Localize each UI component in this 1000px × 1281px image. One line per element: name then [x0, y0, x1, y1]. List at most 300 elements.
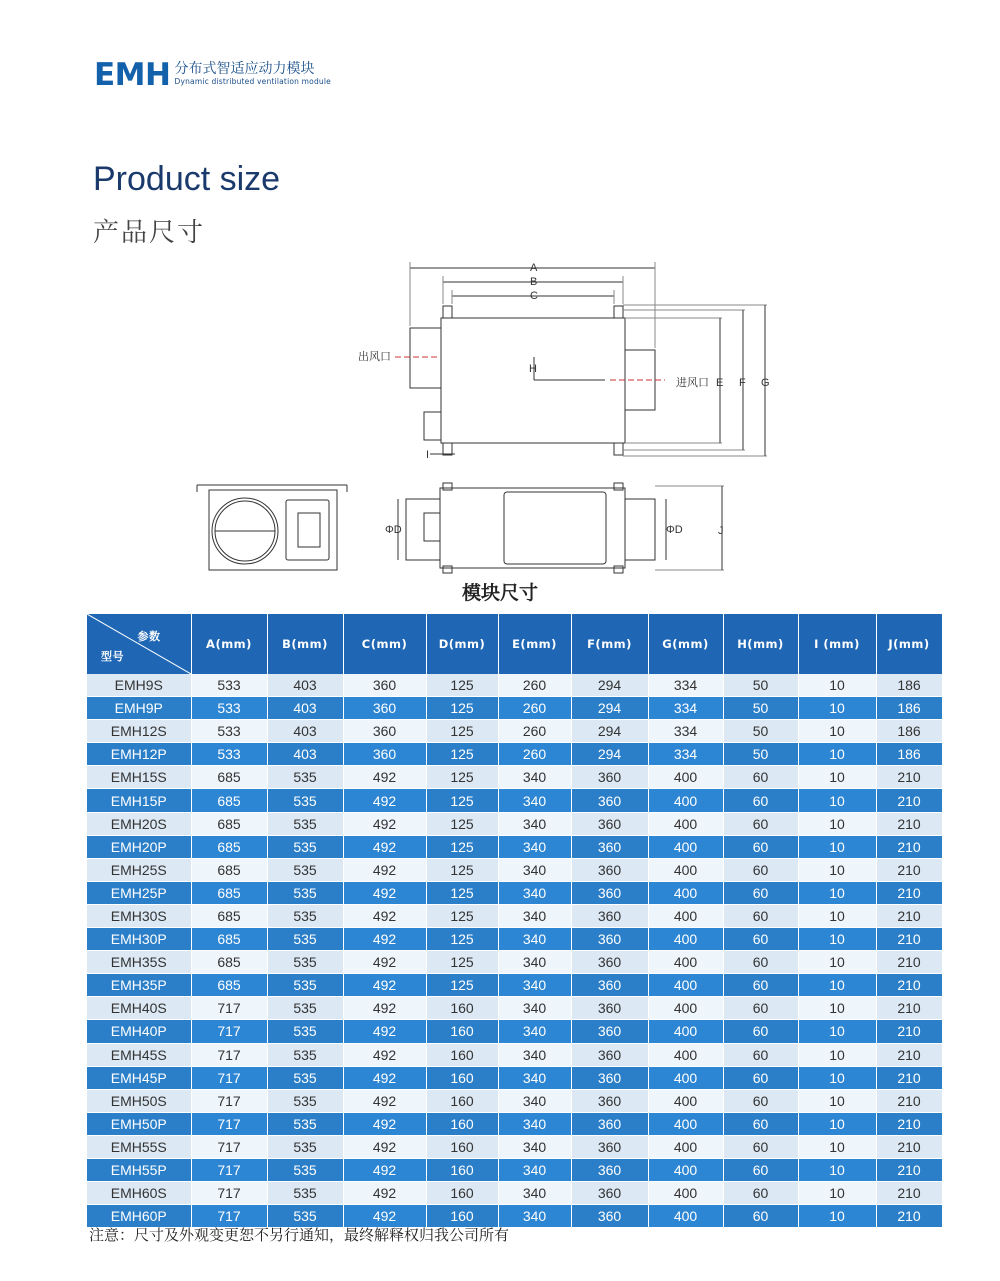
model-cell: EMH50P — [87, 1112, 191, 1135]
value-cell: 717 — [191, 1205, 267, 1228]
value-cell: 210 — [876, 858, 942, 881]
value-cell: 210 — [876, 881, 942, 904]
value-cell: 294 — [571, 743, 648, 766]
model-cell: EMH50S — [87, 1089, 191, 1112]
inlet-label: 进风口 — [676, 376, 709, 389]
value-cell: 10 — [798, 1020, 876, 1043]
value-cell: 340 — [498, 1158, 571, 1181]
value-cell: 492 — [343, 1205, 426, 1228]
table-row — [87, 674, 942, 697]
model-cell: EMH45P — [87, 1066, 191, 1089]
model-cell: EMH15S — [87, 766, 191, 789]
value-cell: 340 — [498, 1182, 571, 1205]
value-cell: 260 — [498, 720, 571, 743]
value-cell: 334 — [648, 720, 723, 743]
value-cell: 360 — [343, 674, 426, 697]
value-cell: 400 — [648, 997, 723, 1020]
value-cell: 125 — [426, 789, 498, 812]
value-cell: 535 — [267, 881, 343, 904]
value-cell: 10 — [798, 1158, 876, 1181]
value-cell: 685 — [191, 812, 267, 835]
dim-label-i: I — [426, 449, 430, 461]
value-cell: 340 — [498, 1112, 571, 1135]
value-cell: 360 — [571, 1089, 648, 1112]
value-cell: 186 — [876, 720, 942, 743]
table-row — [87, 1066, 942, 1089]
side-panel — [286, 500, 329, 560]
value-cell: 340 — [498, 1205, 571, 1228]
value-cell: 360 — [571, 904, 648, 927]
value-cell: 210 — [876, 1182, 942, 1205]
logo-mark: EMH — [94, 57, 171, 93]
value-cell: 685 — [191, 789, 267, 812]
value-cell: 210 — [876, 766, 942, 789]
value-cell: 492 — [343, 881, 426, 904]
value-cell: 400 — [648, 904, 723, 927]
brand-logo — [94, 58, 331, 92]
value-cell: 400 — [648, 1158, 723, 1181]
value-cell: 535 — [267, 951, 343, 974]
column-header: B(mm) — [267, 614, 343, 674]
corner-param-label: 参数 — [137, 630, 161, 643]
table-row — [87, 904, 942, 927]
column-header: H(mm) — [723, 614, 798, 674]
value-cell: 492 — [343, 951, 426, 974]
value-cell: 492 — [343, 1182, 426, 1205]
column-header: F(mm) — [571, 614, 648, 674]
value-cell: 10 — [798, 951, 876, 974]
column-header: I (mm) — [798, 614, 876, 674]
dim-label-d-right: ΦD — [666, 524, 683, 536]
value-cell: 492 — [343, 1066, 426, 1089]
value-cell: 294 — [571, 720, 648, 743]
value-cell: 492 — [343, 1112, 426, 1135]
value-cell: 400 — [648, 789, 723, 812]
value-cell: 160 — [426, 1112, 498, 1135]
value-cell: 340 — [498, 766, 571, 789]
value-cell: 60 — [723, 789, 798, 812]
value-cell: 340 — [498, 1066, 571, 1089]
value-cell: 60 — [723, 1089, 798, 1112]
value-cell: 50 — [723, 697, 798, 720]
value-cell: 403 — [267, 697, 343, 720]
value-cell: 400 — [648, 1043, 723, 1066]
table-row — [87, 1158, 942, 1181]
model-cell: EMH30S — [87, 904, 191, 927]
value-cell: 10 — [798, 835, 876, 858]
value-cell: 360 — [571, 1158, 648, 1181]
value-cell: 10 — [798, 974, 876, 997]
dim-label-e: E — [716, 377, 724, 389]
value-cell: 533 — [191, 743, 267, 766]
value-cell: 360 — [343, 697, 426, 720]
control-box — [424, 412, 441, 440]
value-cell: 10 — [798, 766, 876, 789]
table-row — [87, 743, 942, 766]
value-cell: 717 — [191, 1066, 267, 1089]
value-cell: 10 — [798, 1205, 876, 1228]
value-cell: 10 — [798, 674, 876, 697]
value-cell: 210 — [876, 835, 942, 858]
column-header: D(mm) — [426, 614, 498, 674]
value-cell: 10 — [798, 904, 876, 927]
value-cell: 160 — [426, 1089, 498, 1112]
table-row — [87, 858, 942, 881]
table-body — [87, 674, 942, 1228]
value-cell: 360 — [571, 766, 648, 789]
value-cell: 535 — [267, 928, 343, 951]
brand-name-cn: 分布式智适应动力模块 — [174, 61, 315, 77]
model-cell: EMH25S — [87, 858, 191, 881]
value-cell: 334 — [648, 743, 723, 766]
value-cell: 10 — [798, 720, 876, 743]
value-cell: 492 — [343, 766, 426, 789]
value-cell: 685 — [191, 881, 267, 904]
value-cell: 360 — [571, 928, 648, 951]
dim-label-j: J — [718, 525, 724, 537]
dim-label-c: C — [530, 290, 538, 302]
value-cell: 340 — [498, 928, 571, 951]
value-cell: 186 — [876, 743, 942, 766]
value-cell: 210 — [876, 1158, 942, 1181]
value-cell: 535 — [267, 1089, 343, 1112]
drawing-caption: 模块尺寸 — [461, 582, 538, 604]
value-cell: 160 — [426, 1066, 498, 1089]
value-cell: 160 — [426, 997, 498, 1020]
value-cell: 400 — [648, 812, 723, 835]
value-cell: 360 — [571, 1066, 648, 1089]
value-cell: 210 — [876, 904, 942, 927]
value-cell: 340 — [498, 997, 571, 1020]
value-cell: 50 — [723, 674, 798, 697]
value-cell: 50 — [723, 720, 798, 743]
column-header: G(mm) — [648, 614, 723, 674]
value-cell: 535 — [267, 1020, 343, 1043]
value-cell: 340 — [498, 974, 571, 997]
value-cell: 400 — [648, 1135, 723, 1158]
value-cell: 210 — [876, 951, 942, 974]
table-row — [87, 881, 942, 904]
value-cell: 535 — [267, 1182, 343, 1205]
value-cell: 340 — [498, 1020, 571, 1043]
value-cell: 210 — [876, 997, 942, 1020]
value-cell: 492 — [343, 928, 426, 951]
table-row — [87, 928, 942, 951]
value-cell: 492 — [343, 1135, 426, 1158]
value-cell: 160 — [426, 1182, 498, 1205]
value-cell: 400 — [648, 835, 723, 858]
value-cell: 60 — [723, 1158, 798, 1181]
value-cell: 10 — [798, 997, 876, 1020]
model-cell: EMH60S — [87, 1182, 191, 1205]
value-cell: 535 — [267, 974, 343, 997]
value-cell: 360 — [571, 951, 648, 974]
value-cell: 340 — [498, 951, 571, 974]
value-cell: 60 — [723, 997, 798, 1020]
value-cell: 210 — [876, 1205, 942, 1228]
side-view-frame — [209, 490, 337, 570]
value-cell: 60 — [723, 928, 798, 951]
page-title: Product size — [93, 160, 281, 198]
model-cell: EMH25P — [87, 881, 191, 904]
column-header: A(mm) — [191, 614, 267, 674]
value-cell: 535 — [267, 1043, 343, 1066]
value-cell: 400 — [648, 766, 723, 789]
value-cell: 10 — [798, 743, 876, 766]
value-cell: 340 — [498, 904, 571, 927]
value-cell: 360 — [571, 1182, 648, 1205]
value-cell: 400 — [648, 858, 723, 881]
value-cell: 360 — [571, 974, 648, 997]
value-cell: 125 — [426, 881, 498, 904]
value-cell: 210 — [876, 1135, 942, 1158]
column-header: E(mm) — [498, 614, 571, 674]
model-cell: EMH40S — [87, 997, 191, 1020]
value-cell: 360 — [571, 881, 648, 904]
value-cell: 210 — [876, 974, 942, 997]
value-cell: 125 — [426, 743, 498, 766]
value-cell: 492 — [343, 1020, 426, 1043]
value-cell: 60 — [723, 1182, 798, 1205]
value-cell: 400 — [648, 928, 723, 951]
value-cell: 260 — [498, 674, 571, 697]
value-cell: 403 — [267, 674, 343, 697]
dim-label-g: G — [761, 377, 770, 389]
value-cell: 492 — [343, 974, 426, 997]
value-cell: 60 — [723, 904, 798, 927]
column-header: J(mm) — [876, 614, 942, 674]
value-cell: 125 — [426, 928, 498, 951]
value-cell: 60 — [723, 1020, 798, 1043]
value-cell: 210 — [876, 928, 942, 951]
value-cell: 125 — [426, 697, 498, 720]
value-cell: 535 — [267, 812, 343, 835]
value-cell: 340 — [498, 1043, 571, 1066]
value-cell: 400 — [648, 1066, 723, 1089]
table-row — [87, 1020, 942, 1043]
value-cell: 160 — [426, 1135, 498, 1158]
value-cell: 125 — [426, 766, 498, 789]
value-cell: 340 — [498, 858, 571, 881]
value-cell: 535 — [267, 1205, 343, 1228]
value-cell: 717 — [191, 1135, 267, 1158]
value-cell: 400 — [648, 1020, 723, 1043]
value-cell: 340 — [498, 835, 571, 858]
value-cell: 492 — [343, 789, 426, 812]
value-cell: 10 — [798, 697, 876, 720]
dim-label-a: A — [530, 262, 538, 274]
value-cell: 400 — [648, 951, 723, 974]
table-row — [87, 1112, 942, 1135]
value-cell: 717 — [191, 1182, 267, 1205]
table-row — [87, 951, 942, 974]
value-cell: 60 — [723, 974, 798, 997]
table-row — [87, 1135, 942, 1158]
value-cell: 535 — [267, 835, 343, 858]
value-cell: 400 — [648, 974, 723, 997]
value-cell: 294 — [571, 697, 648, 720]
value-cell: 685 — [191, 974, 267, 997]
value-cell: 10 — [798, 881, 876, 904]
value-cell: 685 — [191, 858, 267, 881]
model-cell: EMH12P — [87, 743, 191, 766]
value-cell: 210 — [876, 1020, 942, 1043]
model-cell: EMH30P — [87, 928, 191, 951]
header-corner — [87, 614, 191, 674]
value-cell: 533 — [191, 674, 267, 697]
value-cell: 360 — [571, 1043, 648, 1066]
value-cell: 717 — [191, 1112, 267, 1135]
value-cell: 360 — [571, 789, 648, 812]
table-row — [87, 835, 942, 858]
dim-label-b: B — [530, 276, 538, 288]
value-cell: 685 — [191, 766, 267, 789]
value-cell: 210 — [876, 1089, 942, 1112]
model-cell: EMH9P — [87, 697, 191, 720]
value-cell: 125 — [426, 974, 498, 997]
table-row — [87, 766, 942, 789]
value-cell: 260 — [498, 743, 571, 766]
spec-table — [87, 614, 943, 1228]
value-cell: 160 — [426, 1020, 498, 1043]
table-row — [87, 1182, 942, 1205]
table-row — [87, 697, 942, 720]
value-cell: 50 — [723, 743, 798, 766]
value-cell: 10 — [798, 1112, 876, 1135]
value-cell: 160 — [426, 1158, 498, 1181]
value-cell: 535 — [267, 1158, 343, 1181]
value-cell: 10 — [798, 1089, 876, 1112]
dim-label-f: F — [739, 377, 746, 389]
column-header: C(mm) — [343, 614, 426, 674]
value-cell: 400 — [648, 1205, 723, 1228]
value-cell: 360 — [343, 720, 426, 743]
value-cell: 334 — [648, 697, 723, 720]
value-cell: 294 — [571, 674, 648, 697]
value-cell: 60 — [723, 835, 798, 858]
value-cell: 360 — [571, 1205, 648, 1228]
value-cell: 340 — [498, 881, 571, 904]
value-cell: 160 — [426, 1043, 498, 1066]
value-cell: 60 — [723, 881, 798, 904]
outlet-label: 出风口 — [358, 350, 391, 363]
model-cell: EMH35S — [87, 951, 191, 974]
value-cell: 360 — [571, 1112, 648, 1135]
model-cell: EMH45S — [87, 1043, 191, 1066]
table-row — [87, 974, 942, 997]
value-cell: 535 — [267, 1066, 343, 1089]
value-cell: 10 — [798, 1043, 876, 1066]
value-cell: 125 — [426, 812, 498, 835]
value-cell: 492 — [343, 835, 426, 858]
value-cell: 60 — [723, 1066, 798, 1089]
value-cell: 492 — [343, 858, 426, 881]
value-cell: 340 — [498, 1089, 571, 1112]
corner-model-label: 型号 — [101, 650, 124, 663]
value-cell: 360 — [571, 1020, 648, 1043]
value-cell: 492 — [343, 1158, 426, 1181]
value-cell: 685 — [191, 928, 267, 951]
value-cell: 125 — [426, 720, 498, 743]
value-cell: 535 — [267, 1135, 343, 1158]
value-cell: 717 — [191, 1158, 267, 1181]
model-cell: EMH9S — [87, 674, 191, 697]
value-cell: 492 — [343, 812, 426, 835]
dimension-drawing — [0, 250, 1000, 580]
value-cell: 360 — [571, 997, 648, 1020]
value-cell: 186 — [876, 674, 942, 697]
value-cell: 403 — [267, 720, 343, 743]
value-cell: 125 — [426, 904, 498, 927]
value-cell: 403 — [267, 743, 343, 766]
value-cell: 717 — [191, 1043, 267, 1066]
model-cell: EMH40P — [87, 1020, 191, 1043]
value-cell: 10 — [798, 1182, 876, 1205]
table-row — [87, 997, 942, 1020]
value-cell: 340 — [498, 789, 571, 812]
value-cell: 210 — [876, 789, 942, 812]
value-cell: 400 — [648, 1182, 723, 1205]
value-cell: 334 — [648, 674, 723, 697]
value-cell: 340 — [498, 1135, 571, 1158]
value-cell: 360 — [571, 1135, 648, 1158]
value-cell: 210 — [876, 812, 942, 835]
value-cell: 360 — [571, 858, 648, 881]
value-cell: 492 — [343, 904, 426, 927]
outlet-duct — [410, 328, 441, 388]
value-cell: 400 — [648, 1089, 723, 1112]
value-cell: 492 — [343, 997, 426, 1020]
brand-name-en: Dynamic distributed ventilation module — [174, 77, 331, 86]
logo-text — [174, 61, 331, 87]
value-cell: 400 — [648, 881, 723, 904]
value-cell: 60 — [723, 858, 798, 881]
model-cell: EMH60P — [87, 1205, 191, 1228]
value-cell: 125 — [426, 674, 498, 697]
model-cell: EMH20S — [87, 812, 191, 835]
value-cell: 535 — [267, 858, 343, 881]
value-cell: 717 — [191, 997, 267, 1020]
value-cell: 10 — [798, 858, 876, 881]
value-cell: 10 — [798, 789, 876, 812]
page-subtitle: 产品尺寸 — [93, 218, 206, 248]
value-cell: 160 — [426, 1205, 498, 1228]
value-cell: 717 — [191, 1089, 267, 1112]
value-cell: 535 — [267, 766, 343, 789]
value-cell: 60 — [723, 1043, 798, 1066]
model-cell: EMH55P — [87, 1158, 191, 1181]
value-cell: 260 — [498, 697, 571, 720]
table-row — [87, 789, 942, 812]
table-row — [87, 1089, 942, 1112]
value-cell: 125 — [426, 835, 498, 858]
model-cell: EMH55S — [87, 1135, 191, 1158]
footer-note: 注意：尺寸及外观变更恕不另行通知，最终解释权归我公司所有 — [89, 1226, 510, 1244]
value-cell: 535 — [267, 997, 343, 1020]
value-cell: 60 — [723, 1112, 798, 1135]
value-cell: 685 — [191, 835, 267, 858]
value-cell: 685 — [191, 951, 267, 974]
value-cell: 535 — [267, 789, 343, 812]
value-cell: 10 — [798, 1066, 876, 1089]
value-cell: 60 — [723, 1135, 798, 1158]
value-cell: 492 — [343, 1089, 426, 1112]
value-cell: 533 — [191, 720, 267, 743]
value-cell: 10 — [798, 928, 876, 951]
value-cell: 10 — [798, 812, 876, 835]
value-cell: 360 — [571, 812, 648, 835]
value-cell: 60 — [723, 951, 798, 974]
